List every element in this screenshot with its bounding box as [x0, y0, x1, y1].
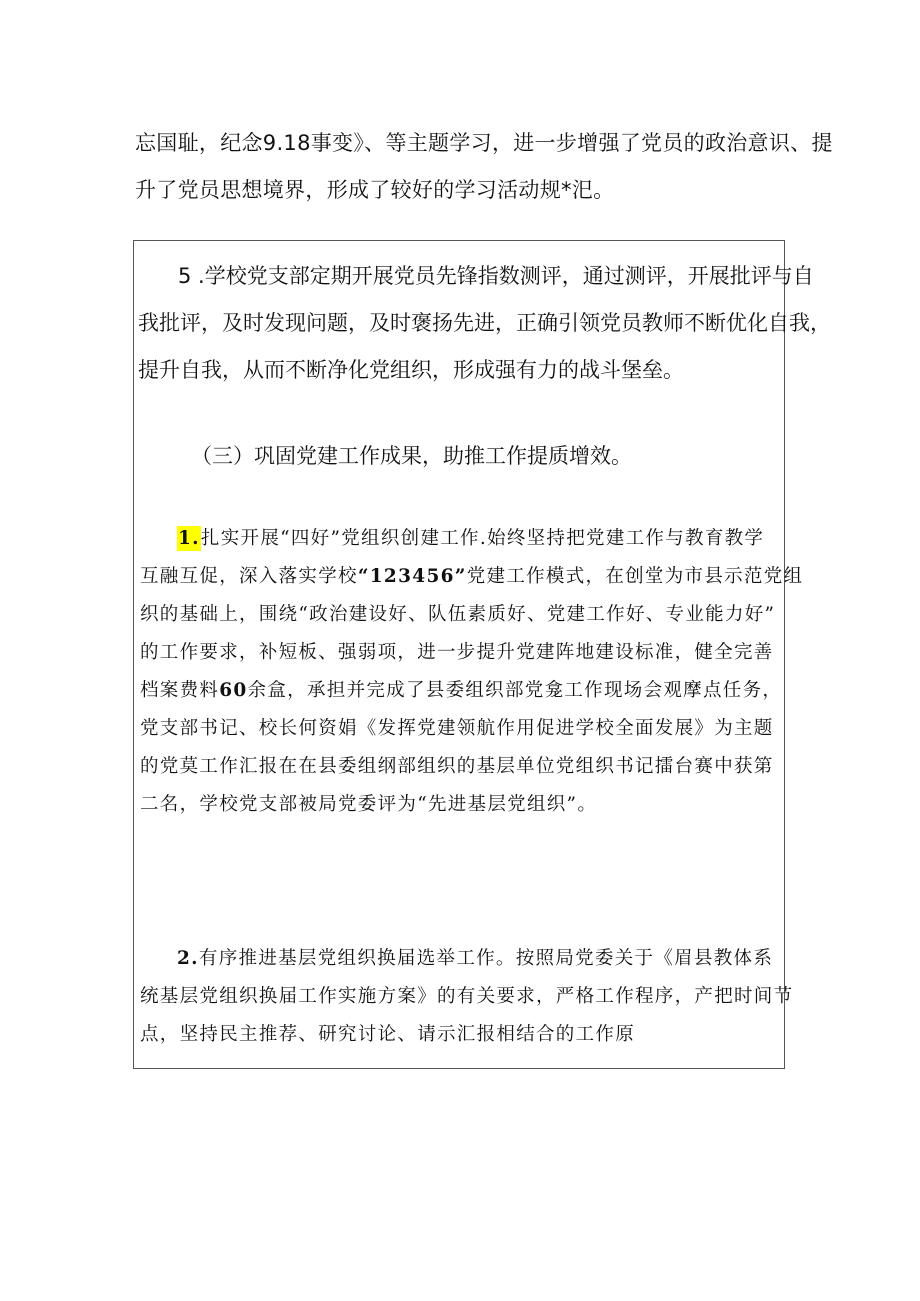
item-1-text: 档案费料 [140, 680, 220, 701]
item-1-bold-number: “123456” [357, 566, 467, 587]
section-3-heading: （三）巩固党建工作成果，助推工作提质增效。 [191, 444, 632, 468]
item-2-line [134, 940, 784, 978]
item-1-number-highlight: 1. [178, 528, 200, 549]
item-5-line: 我批评，及时发现问题，及时褒扬先进，正确引领党员教师不断优化自我， [138, 311, 831, 335]
item-2-line: 点，坚持民主推荐、研究讨论、请示汇报相结合的工作原 [140, 1024, 636, 1045]
item-1-paragraph [134, 520, 804, 824]
item-5-line: 提升自我，从而不断净化党组织，形成强有力的战斗堡垒。 [138, 358, 684, 382]
intro-paragraph [135, 120, 833, 214]
item-2-number: 2. [177, 948, 199, 969]
item-1-line: 的党莫工作汇报在在县委组纲部组织的基层单位党组织书记擂台赛中获第 [140, 756, 774, 777]
item-1-line [134, 520, 784, 558]
item-2-text: 有序推进基层党组织换届选举工作。按照局党委关于《眉县教体系 [198, 948, 774, 969]
item-5-text: .学校党支部定期开展党员先锋指数测评，通过测评，开展批评与自 [191, 264, 814, 288]
item-1-text: 党建工作模式，在创堂为市县示范党组 [466, 566, 804, 587]
item-1-line: 的工作要求，补短板、强弱项，进一步提升党建阵地建设标准，健全完善 [140, 642, 774, 663]
item-1-text: 余盒，承担并完成了县委组织部党龛工作现场会观摩点任务， [247, 680, 783, 701]
item-5-number: 5 [178, 264, 192, 288]
item-5-line [134, 253, 814, 300]
item-1-line [134, 672, 784, 710]
item-1-bold-number: 60 [219, 680, 248, 701]
item-2-line: 统基层党组织换届工作实施方案》的有关要求，严格工作程序，产把时间节 [140, 986, 794, 1007]
item-2-paragraph [134, 940, 794, 1054]
item-1-line: 织的基础上，围绕“政治建设好、队伍素质好、党建工作好、专业能力好” [140, 604, 776, 625]
item-5-paragraph [134, 253, 831, 394]
item-1-line: 党支部书记、校长何资娟《发挥党建领航作用促进学校全面发展》为主题 [140, 718, 774, 739]
intro-line: 升了党员思想境界，形成了较好的学习活动规*汜。 [135, 178, 615, 202]
item-1-text: 互融互促，深入落实学校 [140, 566, 358, 587]
item-1-line [134, 558, 804, 596]
content-box [133, 240, 831, 1069]
intro-line: 忘国耻，纪念9.18事变》、等主题学习，进一步增强了党员的政治意识、提 [135, 131, 833, 155]
item-1-text: 扎实开展“四好”党组织创建工作.始终坚持把党建工作与教育教学 [200, 528, 765, 549]
item-1-line: 二名，学校党支部被局党委评为“先进基层党组织”。 [140, 794, 598, 815]
